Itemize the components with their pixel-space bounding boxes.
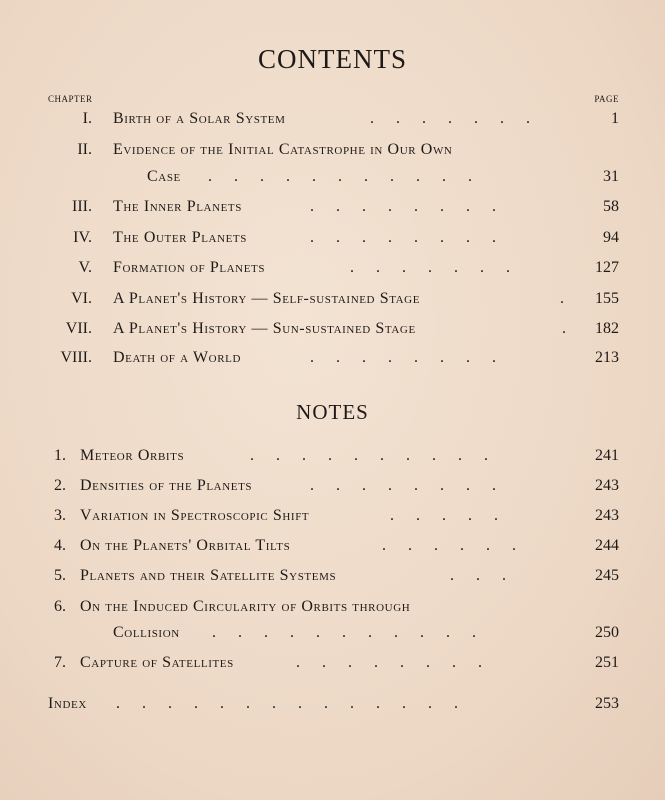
note-entry <box>0 650 665 676</box>
note-number: 7. <box>54 654 66 671</box>
leader-dots: ........ <box>310 349 518 366</box>
index-title: Index <box>48 695 87 712</box>
chapter-number: VII. <box>65 320 92 337</box>
leader-dots: ........... <box>208 168 494 185</box>
chapter-title: A Planet's History — Sun-sustained Stage <box>113 320 416 337</box>
page-number: 244 <box>595 537 619 554</box>
note-title: On the Planets' Orbital Tilts <box>80 537 291 554</box>
page-number: 250 <box>595 624 619 641</box>
page-number: 127 <box>595 259 619 276</box>
leader-dots: . <box>560 290 586 307</box>
note-number: 3. <box>54 507 66 524</box>
note-entry <box>0 533 665 559</box>
leader-dots: ....... <box>350 259 532 276</box>
note-entry-continued <box>0 620 665 646</box>
page-number: 94 <box>603 229 619 246</box>
chapter-entry <box>0 225 665 251</box>
chapter-number: VI. <box>71 290 92 307</box>
note-number: 5. <box>54 567 66 584</box>
page-number: 155 <box>595 290 619 307</box>
chapter-title: Birth of a Solar System <box>113 110 286 127</box>
chapter-entry <box>0 316 665 342</box>
notes-title: NOTES <box>296 400 369 424</box>
contents-title: CONTENTS <box>258 44 407 74</box>
page-number: 243 <box>595 507 619 524</box>
leader-dots: ...... <box>382 537 538 554</box>
chapter-number: V. <box>78 259 92 276</box>
leader-dots: ........ <box>310 229 518 246</box>
note-entry <box>0 594 665 620</box>
chapter-number: II. <box>77 141 92 158</box>
leader-dots: .............. <box>116 695 480 712</box>
page-number: 251 <box>595 654 619 671</box>
chapter-number: IV. <box>73 229 92 246</box>
leader-dots: ........ <box>310 477 518 494</box>
note-title: Capture of Satellites <box>80 654 234 671</box>
page-number: 182 <box>595 320 619 337</box>
chapter-title: The Outer Planets <box>113 229 247 246</box>
leader-dots: ... <box>450 567 528 584</box>
chapter-entry <box>0 194 665 220</box>
leader-dots: ........ <box>296 654 504 671</box>
leader-dots: ........... <box>212 624 498 641</box>
note-title-continued: Collision <box>113 624 180 641</box>
note-title: Meteor Orbits <box>80 447 185 464</box>
note-number: 4. <box>54 537 66 554</box>
note-entry <box>0 503 665 529</box>
chapter-title: Formation of Planets <box>113 259 266 276</box>
note-title: Densities of the Planets <box>80 477 253 494</box>
chapter-entry <box>0 286 665 312</box>
chapter-number: VIII. <box>60 349 92 366</box>
page-number: 243 <box>595 477 619 494</box>
chapter-title: Death of a World <box>113 349 242 366</box>
chapter-entry-continued <box>0 164 665 190</box>
chapter-entry <box>0 255 665 281</box>
chapter-title: A Planet's History — Self-sustained Stage <box>113 290 421 307</box>
chapter-title: Evidence of the Initial Catastrophe in Our Own <box>113 141 453 158</box>
note-title: Planets and their Satellite Systems <box>80 567 337 584</box>
page-number: 213 <box>595 349 619 366</box>
note-entry <box>0 473 665 499</box>
note-number: 6. <box>54 598 66 615</box>
chapter-title: The Inner Planets <box>113 198 242 215</box>
leader-dots: . <box>562 320 588 337</box>
note-entry <box>0 443 665 469</box>
chapter-number: III. <box>72 198 92 215</box>
note-entry <box>0 563 665 589</box>
page-number: 1 <box>611 110 619 127</box>
note-number: 2. <box>54 477 66 494</box>
leader-dots: ..... <box>390 507 520 524</box>
chapter-entry <box>0 106 665 132</box>
note-number: 1. <box>54 447 66 464</box>
chapter-entry <box>0 137 665 163</box>
page-number: 253 <box>595 695 619 712</box>
page-number: 245 <box>595 567 619 584</box>
note-title: Variation in Spectroscopic Shift <box>80 507 310 524</box>
chapter-column-header: CHAPTER <box>48 94 93 104</box>
chapter-entry <box>0 345 665 371</box>
note-title: On the Induced Circularity of Orbits through <box>80 598 411 615</box>
page-column-header: PAGE <box>594 94 619 104</box>
leader-dots: ........ <box>310 198 518 215</box>
page-number: 241 <box>595 447 619 464</box>
page-number: 31 <box>603 168 619 185</box>
chapter-title-continued: Case <box>147 168 181 185</box>
leader-dots: .......... <box>250 447 510 464</box>
page-number: 58 <box>603 198 619 215</box>
index-entry <box>0 691 665 717</box>
chapter-number: I. <box>82 110 92 127</box>
leader-dots: ....... <box>370 110 552 127</box>
